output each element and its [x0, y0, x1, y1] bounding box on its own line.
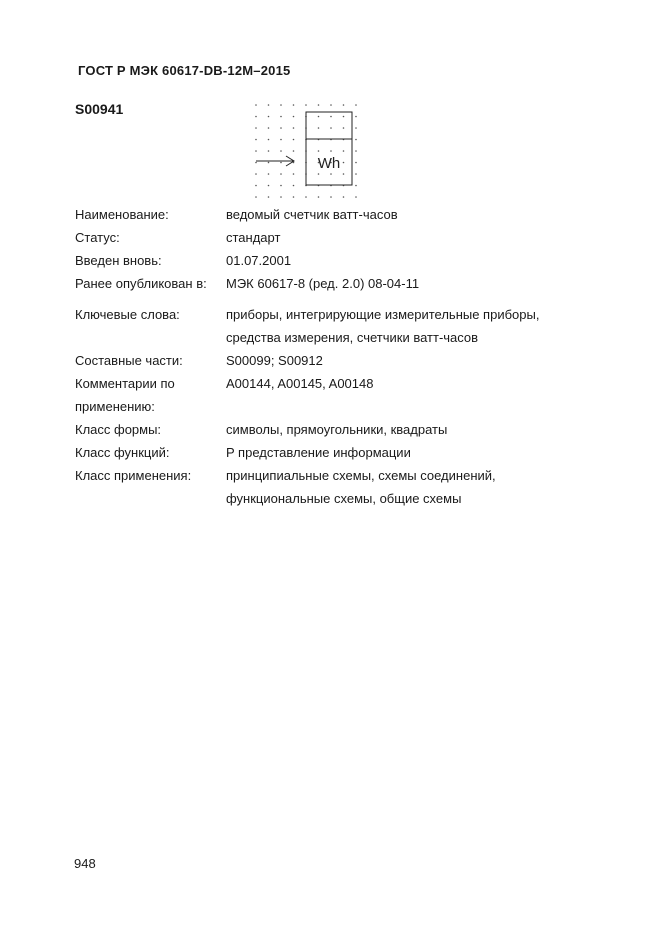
grid-dot — [255, 162, 257, 164]
attribute-label: Комментарии по применению: — [75, 376, 175, 414]
attribute-row — [75, 272, 595, 295]
attribute-value-line: стандарт — [226, 230, 281, 245]
grid-dot — [280, 139, 282, 141]
attribute-row — [75, 226, 595, 249]
grid-dot — [268, 150, 270, 152]
attribute-value-line: A00144, A00145, A00148 — [226, 376, 374, 391]
grid-dot — [330, 127, 332, 129]
grid-dot — [293, 185, 295, 187]
attribute-value-line: принципиальные схемы, схемы соединений, — [226, 468, 496, 483]
grid-dot — [293, 104, 295, 106]
grid-dot — [318, 116, 320, 118]
watt-hour-meter-symbol — [250, 98, 375, 202]
attribute-value — [226, 464, 595, 510]
attribute-value — [226, 226, 595, 249]
attribute-label: Класс формы: — [75, 422, 162, 437]
grid-dot — [330, 173, 332, 175]
grid-dot — [318, 150, 320, 152]
attribute-label: Класс применения: — [75, 468, 192, 483]
grid-dot — [255, 185, 257, 187]
grid-dot — [280, 162, 282, 164]
attribute-row — [75, 372, 595, 418]
grid-dot — [268, 196, 270, 198]
attribute-value-line: функциональные схемы, общие схемы — [226, 491, 462, 506]
attribute-value-line: МЭК 60617-8 (ред. 2.0) 08-04-11 — [226, 276, 420, 291]
grid-dot — [355, 139, 357, 141]
attribute-label: Статус: — [75, 230, 120, 245]
document-header: ГОСТ Р МЭК 60617-DB-12M–2015 — [78, 63, 291, 78]
grid-dot — [355, 162, 357, 164]
grid-dot — [318, 104, 320, 106]
grid-dot — [293, 196, 295, 198]
symbol-code: S00941 — [75, 101, 124, 117]
attribute-value-line: приборы, интегрирующие измерительные приборы, — [226, 307, 540, 322]
grid-dot — [280, 196, 282, 198]
attribute-label: Составные части: — [75, 353, 183, 368]
attribute-value — [226, 203, 595, 226]
attribute-value — [226, 372, 595, 418]
attribute-label: Класс функций: — [75, 445, 170, 460]
attribute-label: Ключевые слова: — [75, 307, 180, 322]
grid-dot — [355, 196, 357, 198]
grid-dot — [293, 173, 295, 175]
meter-label: Wh — [317, 155, 341, 172]
grid-dot — [255, 104, 257, 106]
symbol-drawing — [250, 98, 375, 207]
grid-dot — [293, 139, 295, 141]
grid-dot — [280, 127, 282, 129]
grid-dot — [355, 150, 357, 152]
attribute-value — [226, 249, 595, 272]
attribute-label: Введен вновь: — [75, 253, 162, 268]
grid-dot — [268, 116, 270, 118]
grid-dot — [355, 116, 357, 118]
grid-dot — [343, 150, 345, 152]
attribute-label: Ранее опубликован в: — [75, 276, 207, 291]
grid-dot — [280, 104, 282, 106]
attribute-value-line: 01.07.2001 — [226, 253, 292, 268]
attribute-row — [75, 249, 595, 272]
attribute-row — [75, 441, 595, 464]
page-number: 948 — [74, 856, 96, 871]
grid-dot — [355, 185, 357, 187]
attribute-value-line: P представление информации — [226, 445, 411, 460]
grid-dot — [293, 127, 295, 129]
grid-dot — [268, 162, 270, 164]
attribute-row — [75, 349, 595, 372]
grid-dot — [355, 104, 357, 106]
attribute-row — [75, 303, 595, 349]
grid-dot — [268, 127, 270, 129]
grid-dot — [318, 127, 320, 129]
attribute-label: Наименование: — [75, 207, 169, 222]
grid-dot — [343, 173, 345, 175]
attribute-list — [75, 203, 595, 510]
grid-dot — [268, 173, 270, 175]
grid-dot — [355, 173, 357, 175]
grid-dot — [343, 127, 345, 129]
grid-dot — [255, 127, 257, 129]
grid-dot — [268, 104, 270, 106]
attribute-value — [226, 349, 595, 372]
grid-dot — [330, 196, 332, 198]
grid-dot — [293, 150, 295, 152]
grid-dot — [330, 150, 332, 152]
attribute-value-line: ведомый счетчик ватт-часов — [226, 207, 398, 222]
attribute-value — [226, 272, 595, 295]
grid-dot — [255, 150, 257, 152]
grid-dot — [343, 116, 345, 118]
grid-dot — [330, 104, 332, 106]
attribute-row — [75, 418, 595, 441]
grid-dot — [305, 196, 307, 198]
grid-dot — [343, 104, 345, 106]
attribute-row — [75, 464, 595, 510]
grid-dot — [255, 139, 257, 141]
grid-dot — [355, 127, 357, 129]
grid-dot — [305, 104, 307, 106]
grid-dot — [318, 196, 320, 198]
grid-dot — [280, 150, 282, 152]
grid-dot — [268, 139, 270, 141]
attribute-value — [226, 303, 595, 349]
grid-dot — [255, 196, 257, 198]
attribute-row — [75, 203, 595, 226]
attribute-value — [226, 441, 595, 464]
attribute-value-line: символы, прямоугольники, квадраты — [226, 422, 448, 437]
meter-box — [306, 112, 352, 185]
attribute-value-line: S00099; S00912 — [226, 353, 323, 368]
grid-dot — [280, 116, 282, 118]
grid-dot — [343, 196, 345, 198]
grid-dot — [343, 162, 345, 164]
grid-dot — [318, 173, 320, 175]
grid-dot — [268, 185, 270, 187]
grid-dot — [293, 116, 295, 118]
grid-dot — [280, 173, 282, 175]
attribute-value — [226, 418, 595, 441]
grid-dot — [330, 116, 332, 118]
grid-dot — [255, 173, 257, 175]
grid-dot — [255, 116, 257, 118]
grid-dot — [280, 185, 282, 187]
attribute-value-line: средства измерения, счетчики ватт-часов — [226, 330, 479, 345]
